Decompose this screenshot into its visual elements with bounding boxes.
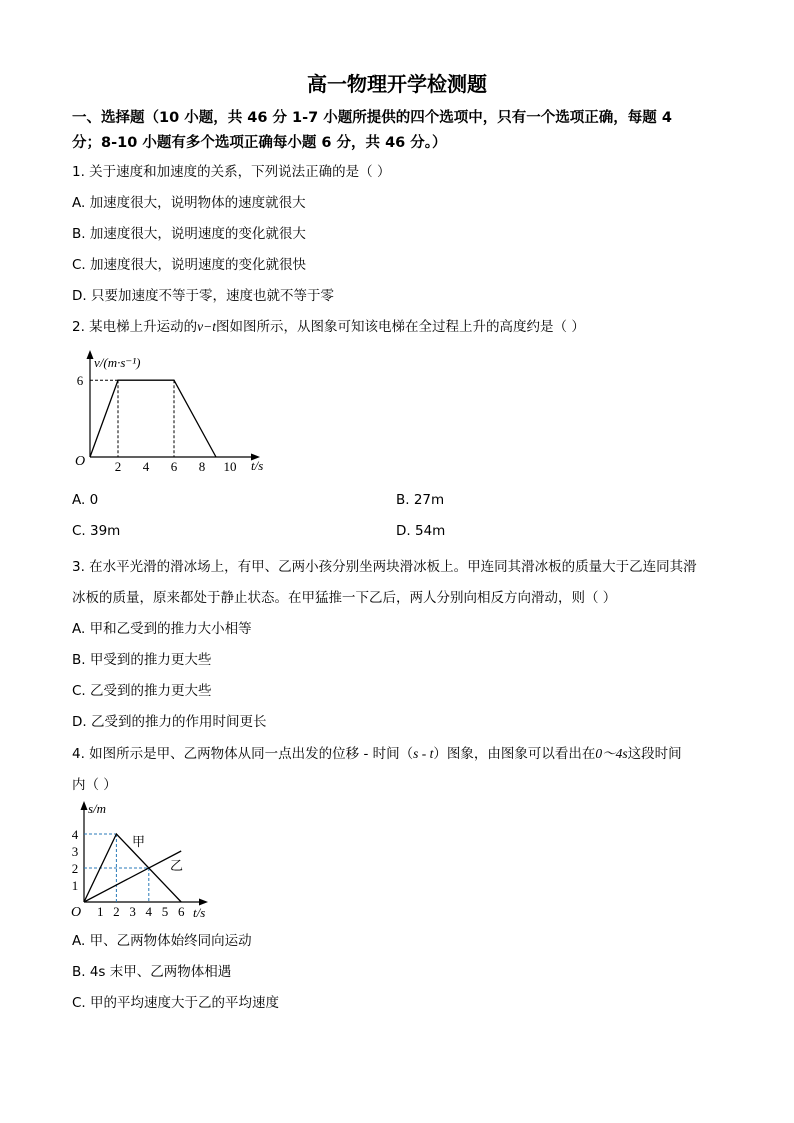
vt-origin: O <box>75 454 86 469</box>
vt-y-arrow <box>87 350 94 359</box>
st-origin: O <box>71 905 82 920</box>
question-1-option-c[interactable]: C. 加速度很大，说明速度的变化就很快 <box>72 257 307 273</box>
st-x-tick-label: 1 <box>96 904 104 919</box>
st-y-arrow <box>81 801 88 810</box>
question-2-option-a[interactable]: A. 0 <box>72 492 99 508</box>
st-x-tick-label: 2 <box>113 904 120 919</box>
vt-x-tick-label: 6 <box>170 459 178 474</box>
question-4-option-b[interactable]: B. 4s 末甲、乙两物体相遇 <box>72 964 232 980</box>
question-4-stem-var: s - t <box>413 746 434 761</box>
question-2-stem <box>72 315 585 335</box>
vt-x-tick-label: 2 <box>114 459 122 474</box>
st-axes <box>81 801 209 906</box>
st-label-jia: 甲 <box>132 834 146 849</box>
st-x-tick-label: 3 <box>129 904 136 919</box>
question-3-option-d[interactable]: D. 乙受到的推力的作用时间更长 <box>72 714 267 730</box>
question-3-stem-line1: 3. 在水平光滑的滑冰场上，有甲、乙两小孩分别坐两块滑冰板上。甲连同其滑冰板的质量大于乙连同其滑 <box>72 559 697 575</box>
question-4-stem-line2: 内（ ） <box>72 777 117 793</box>
question-3-option-a[interactable]: A. 甲和乙受到的推力大小相等 <box>72 621 252 637</box>
question-1-option-b[interactable]: B. 加速度很大，说明速度的变化就很大 <box>72 226 306 242</box>
st-y-tick-label: 1 <box>71 878 79 893</box>
st-x-tick-label: 5 <box>161 904 169 919</box>
vt-graph <box>70 345 280 480</box>
page-title: 高一物理开学检测题 <box>307 72 487 96</box>
vt-curve <box>90 380 216 457</box>
question-1-option-a[interactable]: A. 加速度很大，说明物体的速度就很大 <box>72 195 306 211</box>
question-2-option-c[interactable]: C. 39m <box>72 523 121 539</box>
st-y-label: s/m <box>88 801 107 816</box>
question-4-stem-pre: 4. 如图所示是甲、乙两物体从同一点出发的位移 - 时间（ <box>72 746 414 762</box>
vt-x-tick-label: 10 <box>223 459 237 474</box>
question-4-option-c[interactable]: C. 甲的平均速度大于乙的平均速度 <box>72 995 280 1011</box>
st-y-tick-label: 3 <box>71 844 79 859</box>
question-1-stem: 1. 关于速度和加速度的关系，下列说法正确的是（ ） <box>72 164 391 180</box>
vt-y-ticks <box>77 373 84 388</box>
st-x-tick-label: 4 <box>145 904 153 919</box>
question-4-stem-line1 <box>72 742 682 762</box>
vt-y-tick-label: 6 <box>76 373 84 389</box>
vt-x-tick-label: 8 <box>198 459 206 474</box>
vt-x-tick-label: 4 <box>142 459 150 474</box>
st-x-tick-label: 6 <box>177 904 185 919</box>
question-2-stem-post: 图如图所示，从图象可知该电梯在全过程上升的高度约是（ ） <box>216 319 585 335</box>
question-4-stem-post: 这段时间 <box>627 746 682 762</box>
question-1-option-d[interactable]: D. 只要加速度不等于零，速度也就不等于零 <box>72 288 334 304</box>
vt-y-label: v/(m·s⁻¹) <box>94 355 141 370</box>
st-graph <box>66 798 216 922</box>
st-y-tick-label: 4 <box>71 827 79 842</box>
st-x-label: t/s <box>193 905 206 920</box>
question-2-option-b[interactable]: B. 27m <box>396 492 445 508</box>
vt-x-label: t/s <box>251 458 264 473</box>
question-4-option-a[interactable]: A. 甲、乙两物体始终同向运动 <box>72 933 252 949</box>
st-x-ticks <box>97 904 185 919</box>
section-heading-line1: 一、选择题（10 小题，共 46 分 1-7 小题所提供的四个选项中，只有一个选项正确，每题 4 <box>72 110 672 126</box>
vt-guide-lines <box>90 380 174 457</box>
section-heading-line2: 分；8-10 小题有多个选项正确每小题 6 分，共 46 分。） <box>72 135 447 151</box>
st-y-tick-label: 2 <box>71 861 79 876</box>
question-4-stem-range: 0～4s <box>595 746 628 761</box>
question-2-stem-pre: 2. 某电梯上升运动的 <box>72 319 198 335</box>
question-4-stem-mid: ）图象，由图象可以看出在 <box>433 746 596 762</box>
question-2-option-d[interactable]: D. 54m <box>396 523 446 539</box>
question-2-stem-var: v−t <box>197 319 217 334</box>
st-series-yi <box>84 851 184 902</box>
st-label-yi: 乙 <box>170 858 184 873</box>
question-3-option-b[interactable]: B. 甲受到的推力更大些 <box>72 652 212 668</box>
question-3-option-c[interactable]: C. 乙受到的推力更大些 <box>72 683 212 699</box>
question-3-stem-line2: 冰板的质量，原来都处于静止状态。在甲猛推一下乙后，两人分别向相反方向滑动，则（ ） <box>72 590 617 606</box>
vt-x-ticks <box>115 459 237 474</box>
st-y-ticks <box>72 827 79 893</box>
